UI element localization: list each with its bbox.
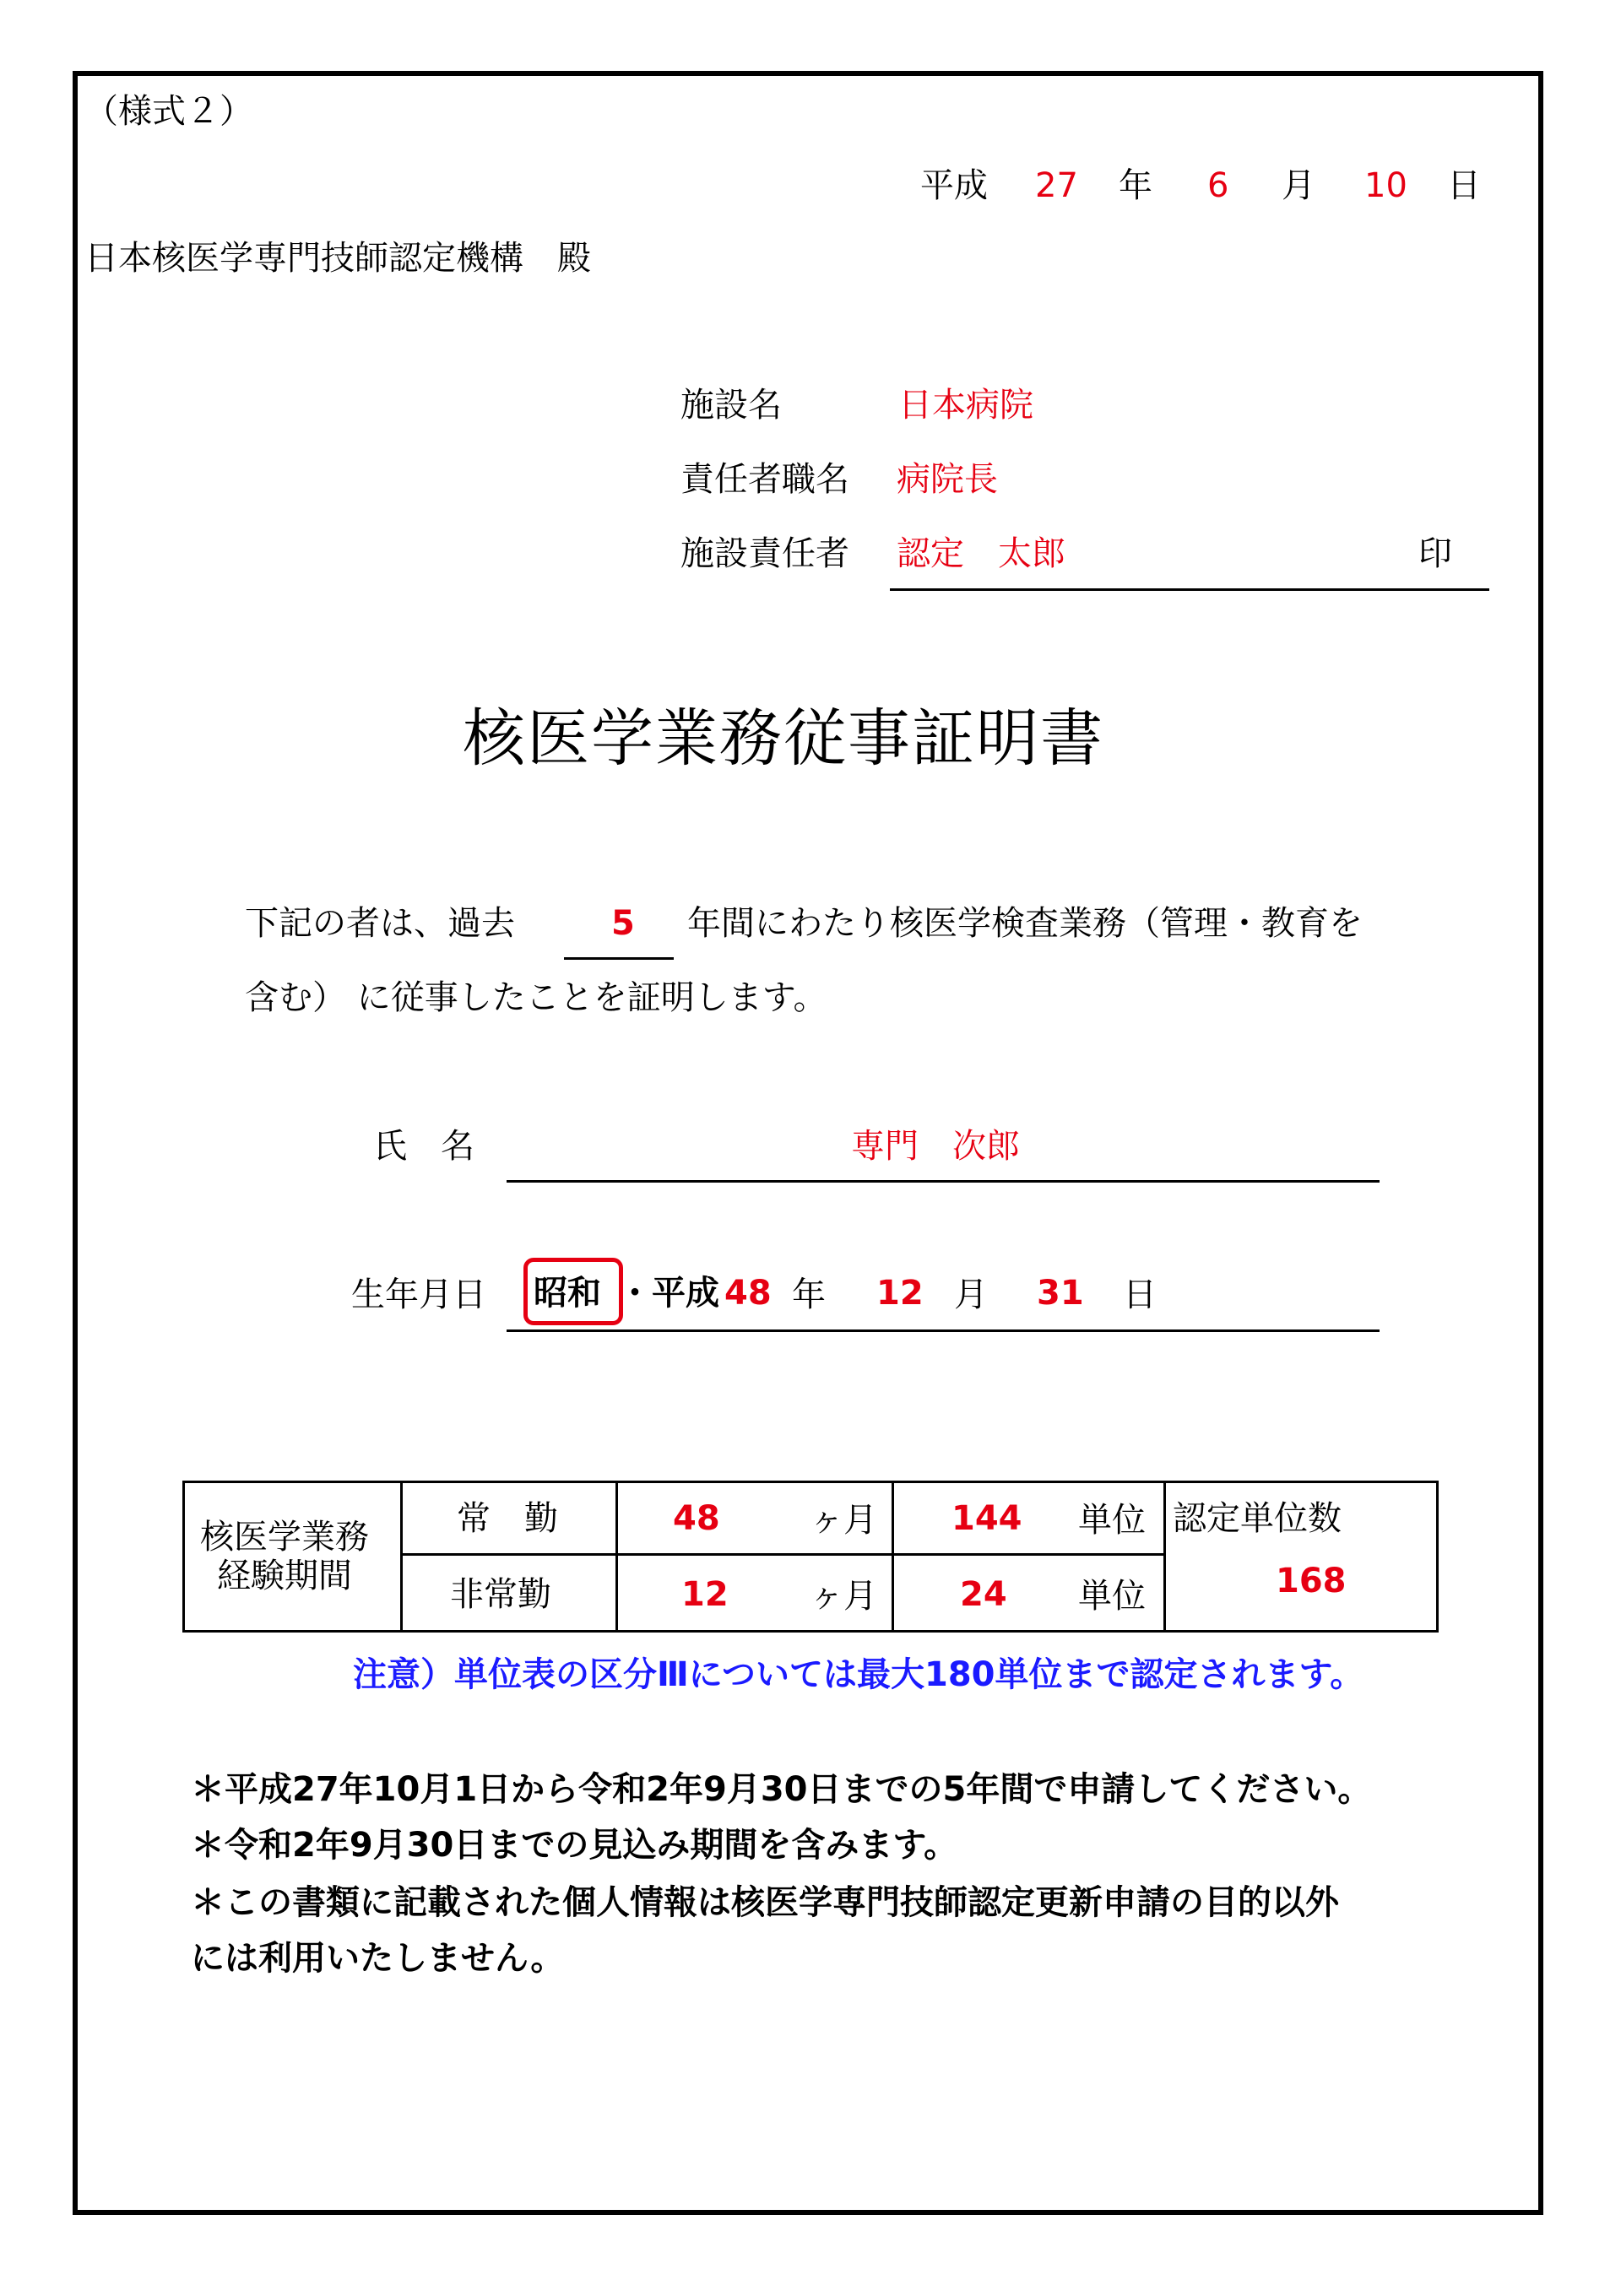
dob-month-unit: 月 [954,1275,988,1314]
statement-years: 5 [611,904,635,943]
name-underline [507,1180,1380,1183]
seal-mark: 印 [1418,534,1452,573]
name-label: 氏 名 [373,1127,474,1166]
dob-day-unit: 日 [1123,1275,1157,1314]
note-item: ＊この書類に記載された個人情報は核医学専門技師認定更新申請の目的以外 [191,1883,1339,1922]
notice: 注意）単位表の区分Ⅲについては最大180単位まで認定されます。 [353,1655,1364,1694]
row-header-line1: 核医学業務 [200,1518,369,1557]
units-unit: 単位 [1078,1577,1146,1616]
note-item: ＊令和2年9月30日までの見込み期間を含みます。 [191,1826,958,1865]
row-header-line2: 経験期間 [217,1557,352,1595]
dob-year-unit: 年 [792,1275,826,1314]
facility-name-label: 施設名 [680,386,782,425]
table-divider [615,1483,618,1630]
total-units-value: 168 [1276,1562,1347,1600]
table-divider [892,1483,894,1630]
row-full-time-label: 常 勤 [457,1499,558,1538]
dob-label: 生年月日 [351,1275,486,1314]
dob-month: 12 [876,1274,924,1313]
date-year: 27 [1035,166,1078,205]
row-full-time-months: 48 [673,1499,720,1538]
table-divider [1163,1483,1166,1630]
date-day: 10 [1364,166,1407,205]
document-title: 核医学業務従事証明書 [463,702,1104,775]
director-value: 認定 太郎 [897,534,1065,573]
row-part-time-units: 24 [960,1575,1007,1614]
row-full-time-units: 144 [951,1499,1022,1538]
months-unit: ヶ月 [810,1501,877,1540]
director-underline [890,588,1489,591]
statement-prefix: 下記の者は、過去 [245,904,515,943]
position-label: 責任者職名 [680,460,849,499]
dob-era-showa: 昭和 [534,1274,601,1313]
dob-year: 48 [724,1274,772,1313]
note-item: ＊平成27年10月1日から令和2年9月30日までの5年間で申請してください。 [191,1770,1372,1809]
statement-suffix: 年間にわたり核医学検査業務（管理・教育を [687,904,1363,943]
row-part-time-label: 非常勤 [450,1575,551,1614]
statement-line2: 含む） に従事したことを証明します。 [245,978,827,1017]
addressee: 日本核医学専門技師認定機構 殿 [84,239,591,278]
table-divider [400,1483,403,1630]
date-month-unit: 月 [1282,166,1315,205]
experience-table [182,1481,1439,1633]
months-unit: ヶ月 [810,1577,877,1616]
total-units-label: 認定単位数 [1173,1499,1342,1538]
units-unit: 単位 [1078,1501,1146,1540]
table-row-divider [400,1553,1164,1556]
position-value: 病院長 [897,460,998,499]
date-day-unit: 日 [1447,166,1481,205]
date-year-unit: 年 [1119,166,1152,205]
dob-underline [507,1329,1380,1332]
name-value: 専門 次郎 [851,1127,1020,1166]
facility-name-value: 日本病院 [898,386,1033,425]
date-month: 6 [1207,166,1229,205]
date-era: 平成 [920,166,988,205]
director-label: 施設責任者 [680,534,849,573]
dob-era-heisei: ・平成 [618,1274,719,1313]
dob-day: 31 [1037,1274,1084,1313]
years-underline [564,957,674,960]
form-label: （様式２） [84,92,253,131]
row-part-time-months: 12 [681,1575,729,1614]
note-item: には利用いたしません。 [191,1939,565,1978]
